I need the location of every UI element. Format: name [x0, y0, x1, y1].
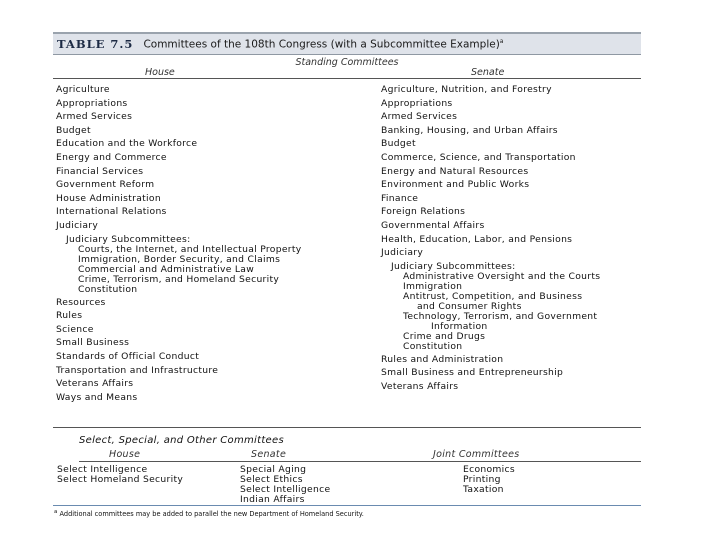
house-committee: Energy and Commerce: [56, 151, 167, 163]
house-committee: International Relations: [56, 206, 167, 218]
subcommittees-heading: Judiciary Subcommittees:: [66, 233, 191, 245]
senate-committee: Finance: [381, 192, 419, 204]
senate-committee: Rules and Administration: [381, 353, 504, 365]
house-committee: Rules: [56, 310, 83, 322]
subcommittees-heading: Judiciary Subcommittees:: [391, 260, 516, 272]
select-committees-section: [53, 428, 641, 506]
select-senate-heading: Senate: [251, 449, 287, 460]
senate-committee-list: [381, 83, 641, 394]
select-senate-committee: Select Intelligence: [240, 484, 331, 495]
joint-committees-heading: Joint Committees: [433, 449, 520, 460]
table-footnote: [53, 509, 641, 518]
table-title-marker: a: [499, 37, 504, 45]
judiciary-subcommittees: [381, 260, 641, 353]
house-committee: Veterans Affairs: [56, 378, 134, 390]
standing-committees-header: [53, 55, 641, 79]
subcommittee-item: Immigration: [403, 280, 463, 292]
subcommittee-item: Crime, Terrorism, and Homeland Security: [78, 273, 280, 285]
joint-committee: Economics: [463, 464, 515, 475]
joint-committees-list: [463, 465, 515, 495]
senate-committee: Environment and Public Works: [381, 179, 530, 191]
standing-committees-heading: Standing Committees: [295, 57, 399, 68]
senate-committee: Appropriations: [381, 97, 453, 109]
house-committee: Science: [56, 323, 94, 335]
house-committee: House Administration: [56, 192, 161, 204]
house-committee: Armed Services: [56, 111, 133, 123]
select-header-divider: [79, 461, 641, 462]
table-title: [143, 38, 503, 51]
house-committee: Education and the Workforce: [56, 138, 198, 150]
subcommittee-item: and Consumer Rights: [417, 300, 522, 312]
subcommittee-item: Technology, Terrorism, and Government: [403, 310, 598, 322]
house-committee-list: [56, 83, 376, 404]
house-committee: Small Business: [56, 337, 130, 349]
subcommittee-item: Constitution: [403, 340, 463, 352]
subcommittee-item: Constitution: [78, 283, 138, 295]
table-bottom-rule: [53, 505, 641, 506]
senate-committee: Armed Services: [381, 111, 458, 123]
subcommittee-item: Crime and Drugs: [403, 330, 486, 342]
select-senate-committee: Indian Affairs: [240, 494, 305, 505]
senate-committee: Veterans Affairs: [381, 380, 459, 392]
select-committees-heading: Select, Special, and Other Committees: [79, 435, 284, 446]
senate-committee: Agriculture, Nutrition, and Forestry: [381, 84, 552, 95]
house-committee: Agriculture: [56, 84, 110, 95]
house-committee: Resources: [56, 296, 106, 308]
house-column-heading: House: [145, 67, 175, 78]
select-senate-list: [240, 465, 330, 505]
select-senate-committee: Select Ethics: [240, 474, 303, 485]
subcommittee-item: Immigration, Border Security, and Claims: [78, 253, 281, 265]
select-house-committee: Select Homeland Security: [57, 474, 184, 485]
committees-table: [53, 32, 641, 518]
senate-committee: Judiciary: [381, 247, 424, 259]
house-committee: Appropriations: [56, 97, 128, 109]
footnote-text: Additional committees may be added to parallel the new Department of Homeland Security.: [59, 510, 364, 519]
subcommittee-item: Courts, the Internet, and Intellectual Property: [78, 243, 302, 255]
senate-committee: Governmental Affairs: [381, 219, 485, 231]
subcommittee-item: Commercial and Administrative Law: [78, 263, 255, 275]
senate-committee: Energy and Natural Resources: [381, 165, 529, 177]
house-committee: Judiciary: [56, 219, 99, 231]
senate-committee: Budget: [381, 138, 416, 150]
joint-committee: Taxation: [463, 484, 504, 495]
table-title-text: Committees of the 108th Congress (with a Subcommittee Example): [143, 38, 500, 51]
senate-committee: Small Business and Entrepreneurship: [381, 367, 564, 379]
house-committee: Standards of Official Conduct: [56, 350, 200, 362]
select-house-list: [57, 465, 183, 485]
select-house-committee: Select Intelligence: [57, 464, 148, 475]
house-committee: Financial Services: [56, 165, 144, 177]
house-committee: Budget: [56, 124, 91, 136]
senate-committee: Health, Education, Labor, and Pensions: [381, 233, 573, 245]
judiciary-subcommittees: [56, 233, 376, 296]
table-title-bar: [53, 32, 641, 55]
subcommittee-item: Administrative Oversight and the Courts: [403, 270, 601, 282]
senate-committee: Foreign Relations: [381, 206, 466, 218]
select-senate-committee: Special Aging: [240, 464, 307, 475]
senate-column-heading: Senate: [471, 67, 505, 78]
select-house-heading: House: [109, 449, 141, 460]
footnote-marker: a: [54, 509, 58, 515]
subcommittee-item: Antitrust, Competition, and Business: [403, 290, 583, 302]
joint-committee: Printing: [463, 474, 501, 485]
house-committee: Ways and Means: [56, 391, 138, 403]
house-committee: Transportation and Infrastructure: [56, 364, 219, 376]
house-committee: Government Reform: [56, 179, 155, 191]
senate-committee: Banking, Housing, and Urban Affairs: [381, 124, 558, 136]
senate-committee: Commerce, Science, and Transportation: [381, 151, 576, 163]
subcommittee-item: Information: [431, 320, 488, 332]
standing-committees-columns: [53, 79, 641, 428]
table-label: TABLE 7.5: [57, 37, 134, 51]
